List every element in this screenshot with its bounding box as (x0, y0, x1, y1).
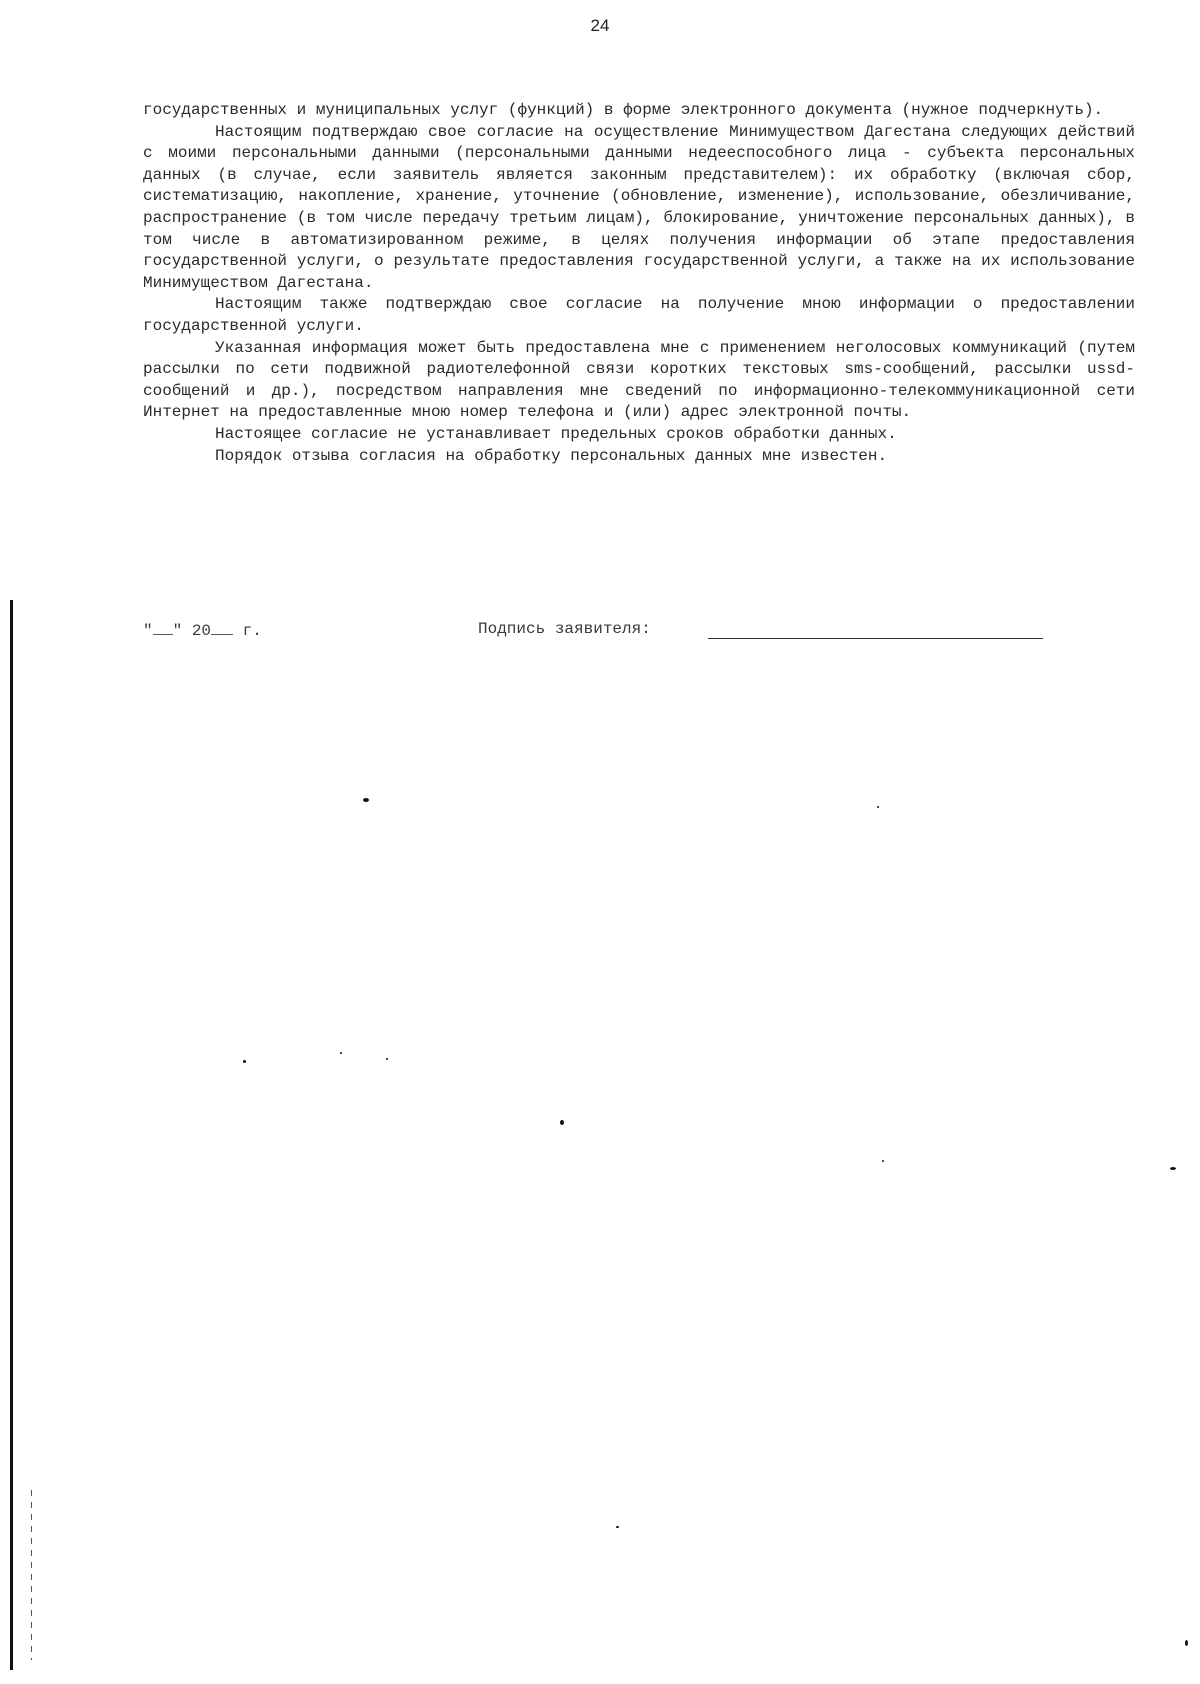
year-suffix: г. (242, 622, 262, 640)
scan-speck (882, 1160, 884, 1162)
scan-speck (616, 1526, 619, 1528)
date-field (143, 620, 262, 640)
paragraph-consent-information: Настоящим также подтверждаю свое согласие на получение мною информации о предоставлении государственной услуги. (143, 295, 1135, 335)
page-number: 24 (590, 16, 610, 35)
signature-line (708, 638, 1043, 639)
scan-edge-dashed-line (31, 1490, 32, 1660)
scan-speck (243, 1060, 246, 1063)
year-prefix: 20 (191, 622, 212, 640)
paragraph-consent-processing: Настоящим подтверждаю свое согласие на осуществление Минимуществом Дагестана следующих действий с моими персональными данными (персональными данными недееспособного лица - субъекта персональных данных (в случае, если заявитель является законным представителем): их обработку (включая сбор, систематизацию, накопление, хранение, уточнение (обновление, изменение), использование, обезличивание, распространение (в том числе передачу третьим лицам), блокирование, уничтожение персональных данных), в том числе в автоматизированном режиме, в целях получения информации об этапе предоставления государственной услуги, о результате предоставления государственной услуги, а также на их использование Минимуществом Дагестана. (143, 122, 1135, 292)
scan-speck (877, 806, 879, 808)
paragraph-withdrawal-known: Порядок отзыва согласия на обработку персональных данных мне известен. (215, 446, 888, 465)
scan-speck (1185, 1640, 1188, 1646)
scan-speck (363, 798, 369, 802)
signature-label: Подпись заявителя: (478, 620, 651, 638)
scan-speck (386, 1058, 388, 1060)
date-open-quote: " (143, 622, 153, 640)
paragraph-communication-channels: Указанная информация может быть предоставлена мне с применением неголосовых коммуникаций (путем рассылки по сети подвижной радиотелефонной связи коротких текстовых sms-сообщений, рассылки ussd-сообщений и др.), посредством направления мне сведений по информационно-телекоммуникационной сети Интернет на предоставленные мною номер телефона и (или) адрес электронной почты. (143, 338, 1135, 422)
day-blank (153, 620, 173, 635)
date-close-quote: " (172, 622, 183, 640)
signature-row (143, 620, 1135, 644)
scan-speck (1170, 1167, 1176, 1170)
paragraph-no-term-limit: Настоящее согласие не устанавливает предельных сроков обработки данных. (215, 424, 897, 443)
year-blank (211, 620, 233, 635)
document-body (143, 100, 1135, 467)
paragraph-continuation: государственных и муниципальных услуг (функций) в форме электронного документа (нужное подчеркнуть). (143, 101, 1104, 119)
scan-edge-line (10, 600, 13, 1670)
scan-speck (340, 1052, 342, 1054)
scan-speck (560, 1120, 564, 1125)
